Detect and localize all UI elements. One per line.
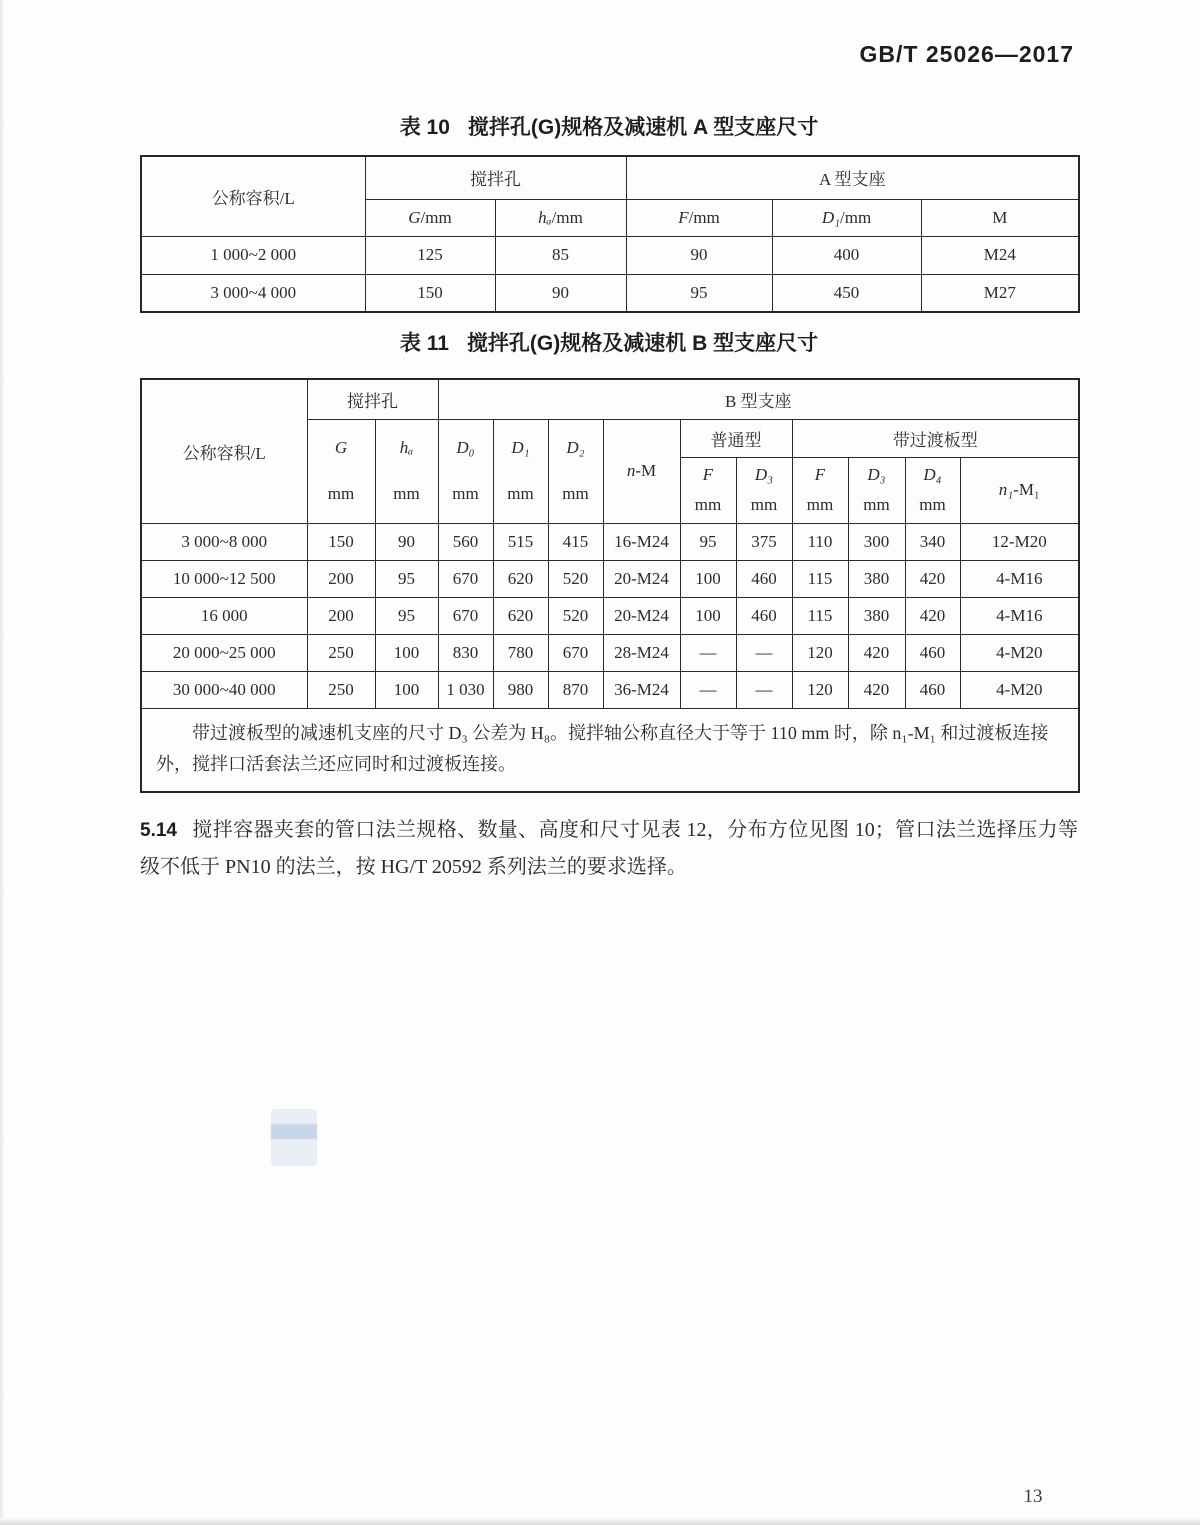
table-cell: 560 [438, 523, 493, 560]
t10-col-M [921, 199, 1079, 236]
table-cell: 115 [792, 560, 848, 597]
table-cell: 830 [438, 634, 493, 671]
table-cell: 20-M24 [603, 597, 680, 634]
table-cell: 95 [680, 523, 736, 560]
table-cell: 780 [493, 634, 548, 671]
table-row [141, 560, 1079, 597]
t10-header-group-support: A 型支座 [626, 156, 1079, 199]
table-row [141, 523, 1079, 560]
table-cell: 200 [307, 597, 375, 634]
table10-caption [140, 111, 1078, 141]
t10-header-capacity: 公称容积/L [141, 156, 365, 236]
col-symbol: F [702, 465, 714, 484]
table-cell: 460 [736, 560, 792, 597]
table-cell: 515 [493, 523, 548, 560]
col-symbol: D₃ [754, 465, 774, 484]
table-cell: 95 [626, 274, 772, 312]
table-cell: 95 [375, 597, 438, 634]
table-cell: 420 [905, 597, 960, 634]
table-cell: 110 [792, 523, 848, 560]
col-symbol: F [814, 465, 826, 484]
table-row [141, 597, 1079, 634]
table-cell: — [736, 634, 792, 671]
col-symbol: D₀ [456, 438, 475, 457]
table-cell: 36-M24 [603, 671, 680, 708]
t11-col-D2 [548, 419, 603, 523]
table-cell: 10 000~12 500 [141, 560, 307, 597]
table10 [140, 155, 1080, 313]
stamp-watermark [271, 1109, 317, 1166]
table-cell: 340 [905, 523, 960, 560]
table-cell: 20 000~25 000 [141, 634, 307, 671]
col-unit: mm [452, 484, 479, 503]
table-cell: 415 [548, 523, 603, 560]
table11-note: 带过渡板型的减速机支座的尺寸 D₃ 公差为 H₈。搅拌轴公称直径大于等于 110 mm 时，除 n₁-M₁ 和过渡板连接外，搅拌口活套法兰还应同时和过渡板连接。 [141, 708, 1079, 792]
table-cell: 670 [438, 597, 493, 634]
t11-col-plain-F [680, 457, 736, 523]
table-cell: 380 [848, 597, 905, 634]
col-symbol: F [678, 207, 689, 227]
t11-col-plate-F [792, 457, 848, 523]
col-symbol: G [334, 438, 348, 457]
table-cell: 100 [680, 560, 736, 597]
table10-label: 表 10 [399, 116, 450, 139]
table-cell: 150 [365, 274, 495, 312]
col-symbol: D₂ [566, 438, 585, 457]
col-unit: mm [863, 495, 890, 514]
clause-5-14 [140, 812, 1078, 886]
table-cell: — [680, 634, 736, 671]
t11-header-capacity: 公称容积/L [141, 379, 307, 523]
table-row [141, 634, 1079, 671]
table-row [141, 274, 1079, 312]
col-unit: /mm [840, 207, 872, 227]
t11-header-group-plain: 普通型 [680, 419, 792, 457]
col-unit: /mm [688, 207, 720, 227]
table-row [141, 236, 1079, 274]
table-cell: 16-M24 [603, 523, 680, 560]
table-cell: — [680, 671, 736, 708]
table-cell: 670 [548, 634, 603, 671]
table10-title-text: 搅拌孔(G)规格及减速机 A 型支座尺寸 [467, 116, 819, 139]
col-symbol: D₁ [821, 207, 840, 227]
table-cell: 620 [493, 560, 548, 597]
table11-caption [140, 327, 1078, 357]
table-cell: 120 [792, 634, 848, 671]
table-cell: 460 [736, 597, 792, 634]
table-cell: 670 [438, 560, 493, 597]
col-symbol-suffix: -M [635, 461, 657, 480]
table-cell: 250 [307, 671, 375, 708]
col-unit: mm [327, 484, 355, 503]
col-symbol-suffix: -M₁ [1013, 480, 1040, 499]
table-row [141, 671, 1079, 708]
t11-header-group-plate: 带过渡板型 [792, 419, 1079, 457]
clause-number: 5.14 [140, 820, 177, 841]
t11-col-n1M1 [960, 457, 1079, 523]
table-cell: 16 000 [141, 597, 307, 634]
table11 [140, 378, 1080, 793]
table-cell: 300 [848, 523, 905, 560]
col-unit: mm [507, 484, 534, 503]
table-cell: — [736, 671, 792, 708]
table-cell: 20-M24 [603, 560, 680, 597]
table-cell: 100 [375, 634, 438, 671]
col-symbol: D₃ [867, 465, 886, 484]
table-cell: 85 [495, 236, 626, 274]
table-cell: 460 [905, 671, 960, 708]
table-cell: 115 [792, 597, 848, 634]
stamp-watermark-band [271, 1124, 317, 1139]
table-cell: 3 000~4 000 [141, 274, 365, 312]
t11-col-plate-D4 [905, 457, 960, 523]
standard-code: GB/T 25026—2017 [859, 41, 1074, 67]
table-cell: 90 [375, 523, 438, 560]
scan-edge-bottom [0, 1518, 1200, 1525]
t11-col-nM [603, 419, 680, 523]
col-unit: mm [562, 484, 589, 503]
table-cell: 520 [548, 560, 603, 597]
t11-col-plain-D3 [736, 457, 792, 523]
col-symbol: n [626, 461, 636, 480]
table11-title-text: 搅拌孔(G)规格及减速机 B 型支座尺寸 [466, 332, 819, 355]
col-unit: /mm [420, 207, 452, 227]
table-cell: 4-M16 [960, 560, 1079, 597]
table-cell: 380 [848, 560, 905, 597]
table-cell: M27 [921, 274, 1079, 312]
table-cell: 90 [626, 236, 772, 274]
table-cell: 3 000~8 000 [141, 523, 307, 560]
table-cell: 100 [375, 671, 438, 708]
table-cell: 95 [375, 560, 438, 597]
table-cell: 520 [548, 597, 603, 634]
t11-col-ha [375, 419, 438, 523]
table-cell: 4-M20 [960, 634, 1079, 671]
table-cell: 400 [772, 236, 921, 274]
table-cell: 870 [548, 671, 603, 708]
table11-label: 表 11 [399, 332, 449, 355]
t11-header-group-hole: 搅拌孔 [307, 379, 438, 419]
table-cell: 4-M16 [960, 597, 1079, 634]
scan-edge-left [0, 0, 5, 1525]
col-symbol: D₁ [511, 438, 530, 457]
col-unit: mm [806, 495, 834, 514]
table-cell: 28-M24 [603, 634, 680, 671]
t11-header-group-support: B 型支座 [438, 379, 1079, 419]
table-cell: 420 [848, 634, 905, 671]
col-symbol: hₐ [538, 207, 552, 227]
col-symbol: hₐ [399, 438, 414, 457]
table-cell: 100 [680, 597, 736, 634]
col-unit: /mm [551, 207, 583, 227]
t11-col-D0 [438, 419, 493, 523]
table-cell: 150 [307, 523, 375, 560]
page-number: 13 [1023, 1486, 1043, 1507]
table-cell: 460 [905, 634, 960, 671]
t10-header-group-hole: 搅拌孔 [365, 156, 626, 199]
t10-col-F [626, 199, 772, 236]
col-unit: mm [393, 484, 420, 503]
col-symbol: G [408, 207, 421, 227]
col-symbol: M [992, 207, 1008, 227]
table-cell: 4-M20 [960, 671, 1079, 708]
t10-col-D1 [772, 199, 921, 236]
table-cell: 420 [905, 560, 960, 597]
table-cell: 620 [493, 597, 548, 634]
t11-col-G [307, 419, 375, 523]
t10-col-ha [495, 199, 626, 236]
table-cell: 980 [493, 671, 548, 708]
table-cell: 375 [736, 523, 792, 560]
table-cell: 1 000~2 000 [141, 236, 365, 274]
table-note-row [141, 708, 1079, 792]
table-cell: 450 [772, 274, 921, 312]
col-symbol: n₁ [998, 480, 1014, 499]
table-cell: 12-M20 [960, 523, 1079, 560]
table-cell: 200 [307, 560, 375, 597]
t10-col-G [365, 199, 495, 236]
clause-text: 搅拌容器夹套的管口法兰规格、数量、高度和尺寸见表 12，分布方位见图 10；管口法兰选择压力等级不低于 PN10 的法兰，按 HG/T 20592 系列法兰的要求选择。 [140, 819, 1078, 878]
table-cell: 90 [495, 274, 626, 312]
table-cell: 125 [365, 236, 495, 274]
table-cell: M24 [921, 236, 1079, 274]
table-cell: 30 000~40 000 [141, 671, 307, 708]
t11-col-plate-D3 [848, 457, 905, 523]
t11-col-D1 [493, 419, 548, 523]
table-cell: 1 030 [438, 671, 493, 708]
table-cell: 250 [307, 634, 375, 671]
col-symbol: D₄ [923, 465, 942, 484]
col-unit: mm [694, 495, 722, 514]
table-cell: 120 [792, 671, 848, 708]
col-unit: mm [750, 495, 778, 514]
table-cell: 420 [848, 671, 905, 708]
col-unit: mm [919, 495, 946, 514]
